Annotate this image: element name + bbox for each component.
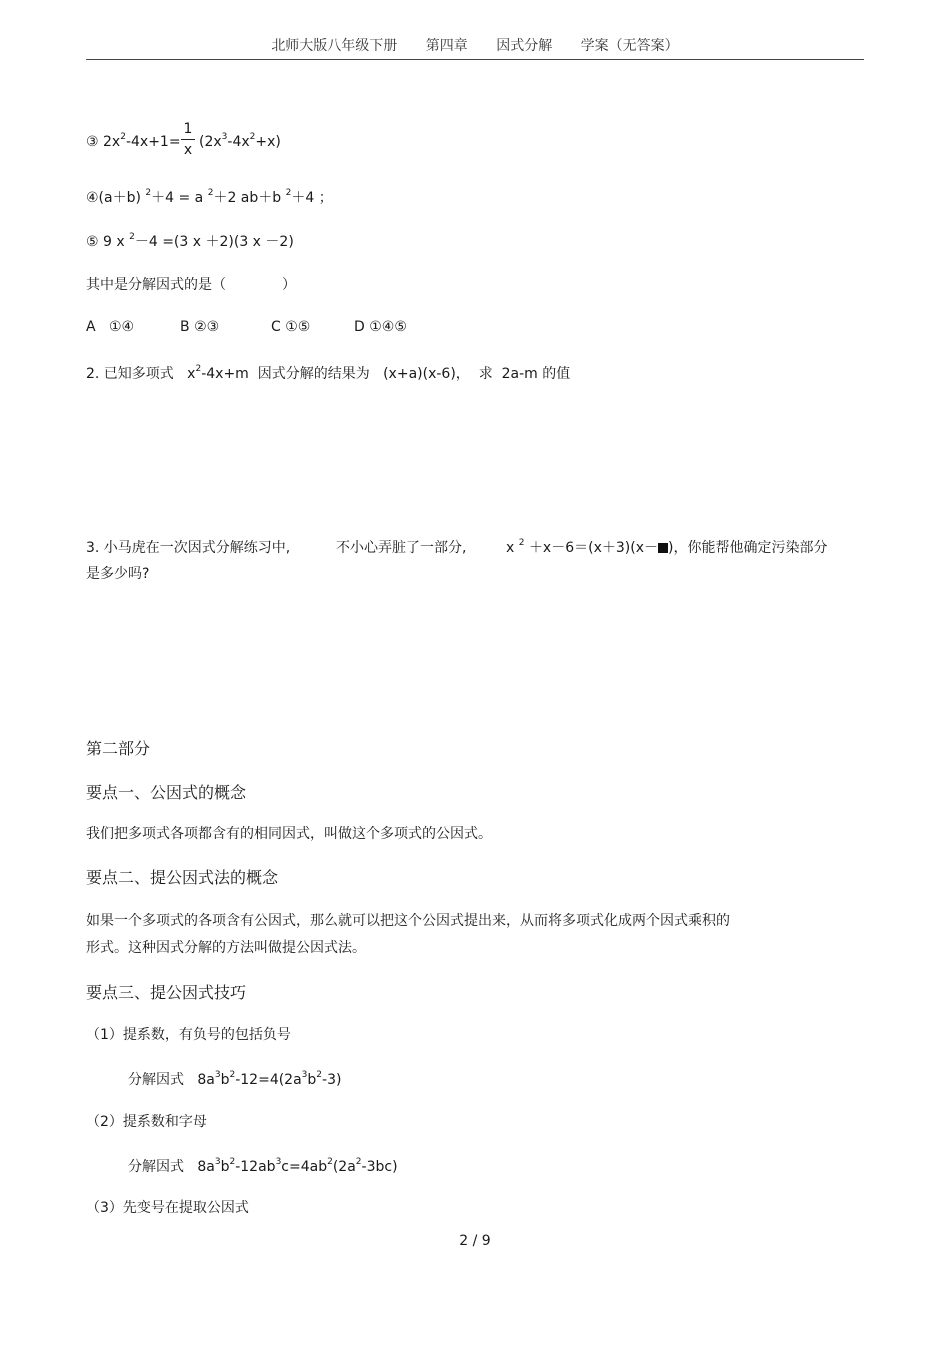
exponent: 2 — [285, 188, 292, 198]
header-book: 北师大版八年级下册 — [271, 38, 398, 54]
header-type: 学案（无答案） — [580, 38, 679, 54]
exponent: 3 — [221, 132, 228, 142]
expr: 2x — [103, 134, 121, 150]
option-letter: C — [271, 319, 281, 335]
key-point-2-text-line-2: 形式。这种因式分解的方法叫做提公因式法。 — [86, 940, 366, 956]
item-label: ③ — [86, 134, 99, 150]
example-2 — [128, 1156, 398, 1176]
exponent: 2 — [207, 188, 214, 198]
exponent: 3 — [214, 1157, 221, 1167]
expr: )，你能帮他确定污染部分 — [668, 540, 828, 556]
exponent: 2 — [327, 1157, 333, 1167]
exponent: 3 — [214, 1070, 221, 1080]
exponent: 2 — [518, 538, 525, 548]
expr: -3bc) — [361, 1159, 398, 1175]
expr: ＋2 ab＋b — [213, 190, 282, 206]
expr: -4x+1= — [125, 134, 181, 150]
header-title: 因式分解 — [496, 38, 553, 54]
expr: x — [187, 366, 196, 382]
expr: 2. 已知多项式 — [86, 366, 174, 382]
key-point-1-title: 要点一、公因式的概念 — [86, 783, 247, 802]
expr: ⑤ 9 x — [86, 234, 125, 250]
expr: -3) — [322, 1072, 342, 1088]
option-letter: D — [354, 319, 365, 335]
expr: ＋x－6＝(x＋3)(x－ — [528, 540, 658, 556]
expr: 求 — [478, 366, 493, 382]
option-value: ①④ — [108, 319, 135, 335]
expr: 因式分解的结果为 — [257, 366, 370, 382]
q1-item-5 — [86, 231, 294, 251]
fraction-1-over-x — [181, 121, 195, 158]
fraction-bar — [181, 139, 195, 140]
expr: ＋4 ； — [291, 190, 333, 206]
option-a — [86, 319, 134, 335]
expr: (2x — [199, 134, 222, 150]
expr: (x+a)(x-6)， — [383, 366, 470, 382]
option-letter: B — [180, 319, 190, 335]
key-point-2-text-line-1: 如果一个多项式的各项含有公因式，那么就可以把这个公因式提出来，从而将多项式化成两个因式乘积的 — [86, 913, 730, 929]
exponent: 2 — [249, 132, 256, 142]
exponent: 2 — [355, 1157, 362, 1167]
key-point-3-title: 要点三、提公因式技巧 — [86, 983, 247, 1002]
question-3-equation — [506, 537, 827, 557]
exponent: 2 — [129, 232, 135, 242]
option-c — [271, 319, 310, 335]
page-number: 2 / 9 — [459, 1233, 491, 1249]
expr: b — [220, 1159, 230, 1175]
header-divider — [86, 59, 864, 60]
expr: (2a — [332, 1159, 356, 1175]
fraction-denominator: x — [183, 142, 193, 158]
q1-item-3-rhs — [199, 134, 281, 150]
key-point-1-text: 我们把多项式各项都含有的相同因式，叫做这个多项式的公因式。 — [86, 826, 492, 842]
option-d — [354, 319, 407, 335]
expr: ＋4 = a — [151, 190, 204, 206]
expr: 分解因式 — [128, 1159, 184, 1175]
key-point-2-title: 要点二、提公因式法的概念 — [86, 868, 279, 887]
expr: -12ab — [235, 1159, 276, 1175]
part-2-title: 第二部分 — [86, 739, 151, 758]
expr: －4 =(3 x ＋2)(3 x －2) — [134, 234, 294, 250]
expr: 分解因式 — [128, 1072, 184, 1088]
exponent: 2 — [229, 1070, 236, 1080]
option-value: ②③ — [194, 319, 220, 335]
question-2 — [86, 363, 570, 383]
smudge-square-icon — [658, 543, 668, 553]
tip-1: （1）提系数，有负号的包括负号 — [86, 1027, 291, 1043]
exponent: 2 — [195, 364, 202, 374]
exponent: 3 — [301, 1070, 308, 1080]
exponent: 3 — [275, 1157, 282, 1167]
option-value: ①⑤ — [285, 319, 311, 335]
fraction-numerator: 1 — [183, 121, 193, 137]
expr: ④(a＋b) — [86, 190, 141, 206]
question-3-part-a: 3. 小马虎在一次因式分解练习中, — [86, 540, 291, 556]
q1-item-3 — [86, 134, 181, 150]
expr: +x) — [255, 134, 281, 150]
expr: 2a-m 的值 — [501, 366, 571, 382]
expr: -4x+m — [201, 366, 249, 382]
tip-2: （2）提系数和字母 — [86, 1114, 207, 1130]
expr: x — [506, 540, 515, 556]
option-value: ①④⑤ — [369, 319, 407, 335]
expr: -12=4(2a — [235, 1072, 302, 1088]
expr: 8a — [197, 1072, 215, 1088]
expr: c=4ab — [281, 1159, 328, 1175]
expr: 8a — [197, 1159, 215, 1175]
expr: b — [307, 1072, 317, 1088]
exponent: 2 — [145, 188, 152, 198]
expr: -4x — [227, 134, 250, 150]
q1-item-4 — [86, 187, 333, 207]
question-3-part-b: 不小心弄脏了一部分, — [336, 540, 467, 556]
q1-question: 其中是分解因式的是（ ） — [86, 277, 296, 293]
exponent: 2 — [316, 1070, 323, 1080]
option-letter: A — [86, 319, 96, 335]
expr: b — [220, 1072, 230, 1088]
tip-3: （3）先变号在提取公因式 — [86, 1200, 249, 1216]
option-b — [180, 319, 219, 335]
exponent: 2 — [120, 132, 126, 142]
page-header — [0, 35, 950, 55]
header-chapter: 第四章 — [425, 38, 468, 54]
exponent: 2 — [229, 1157, 236, 1167]
question-3-line-2: 是多少吗? — [86, 566, 150, 582]
example-1 — [128, 1069, 341, 1089]
